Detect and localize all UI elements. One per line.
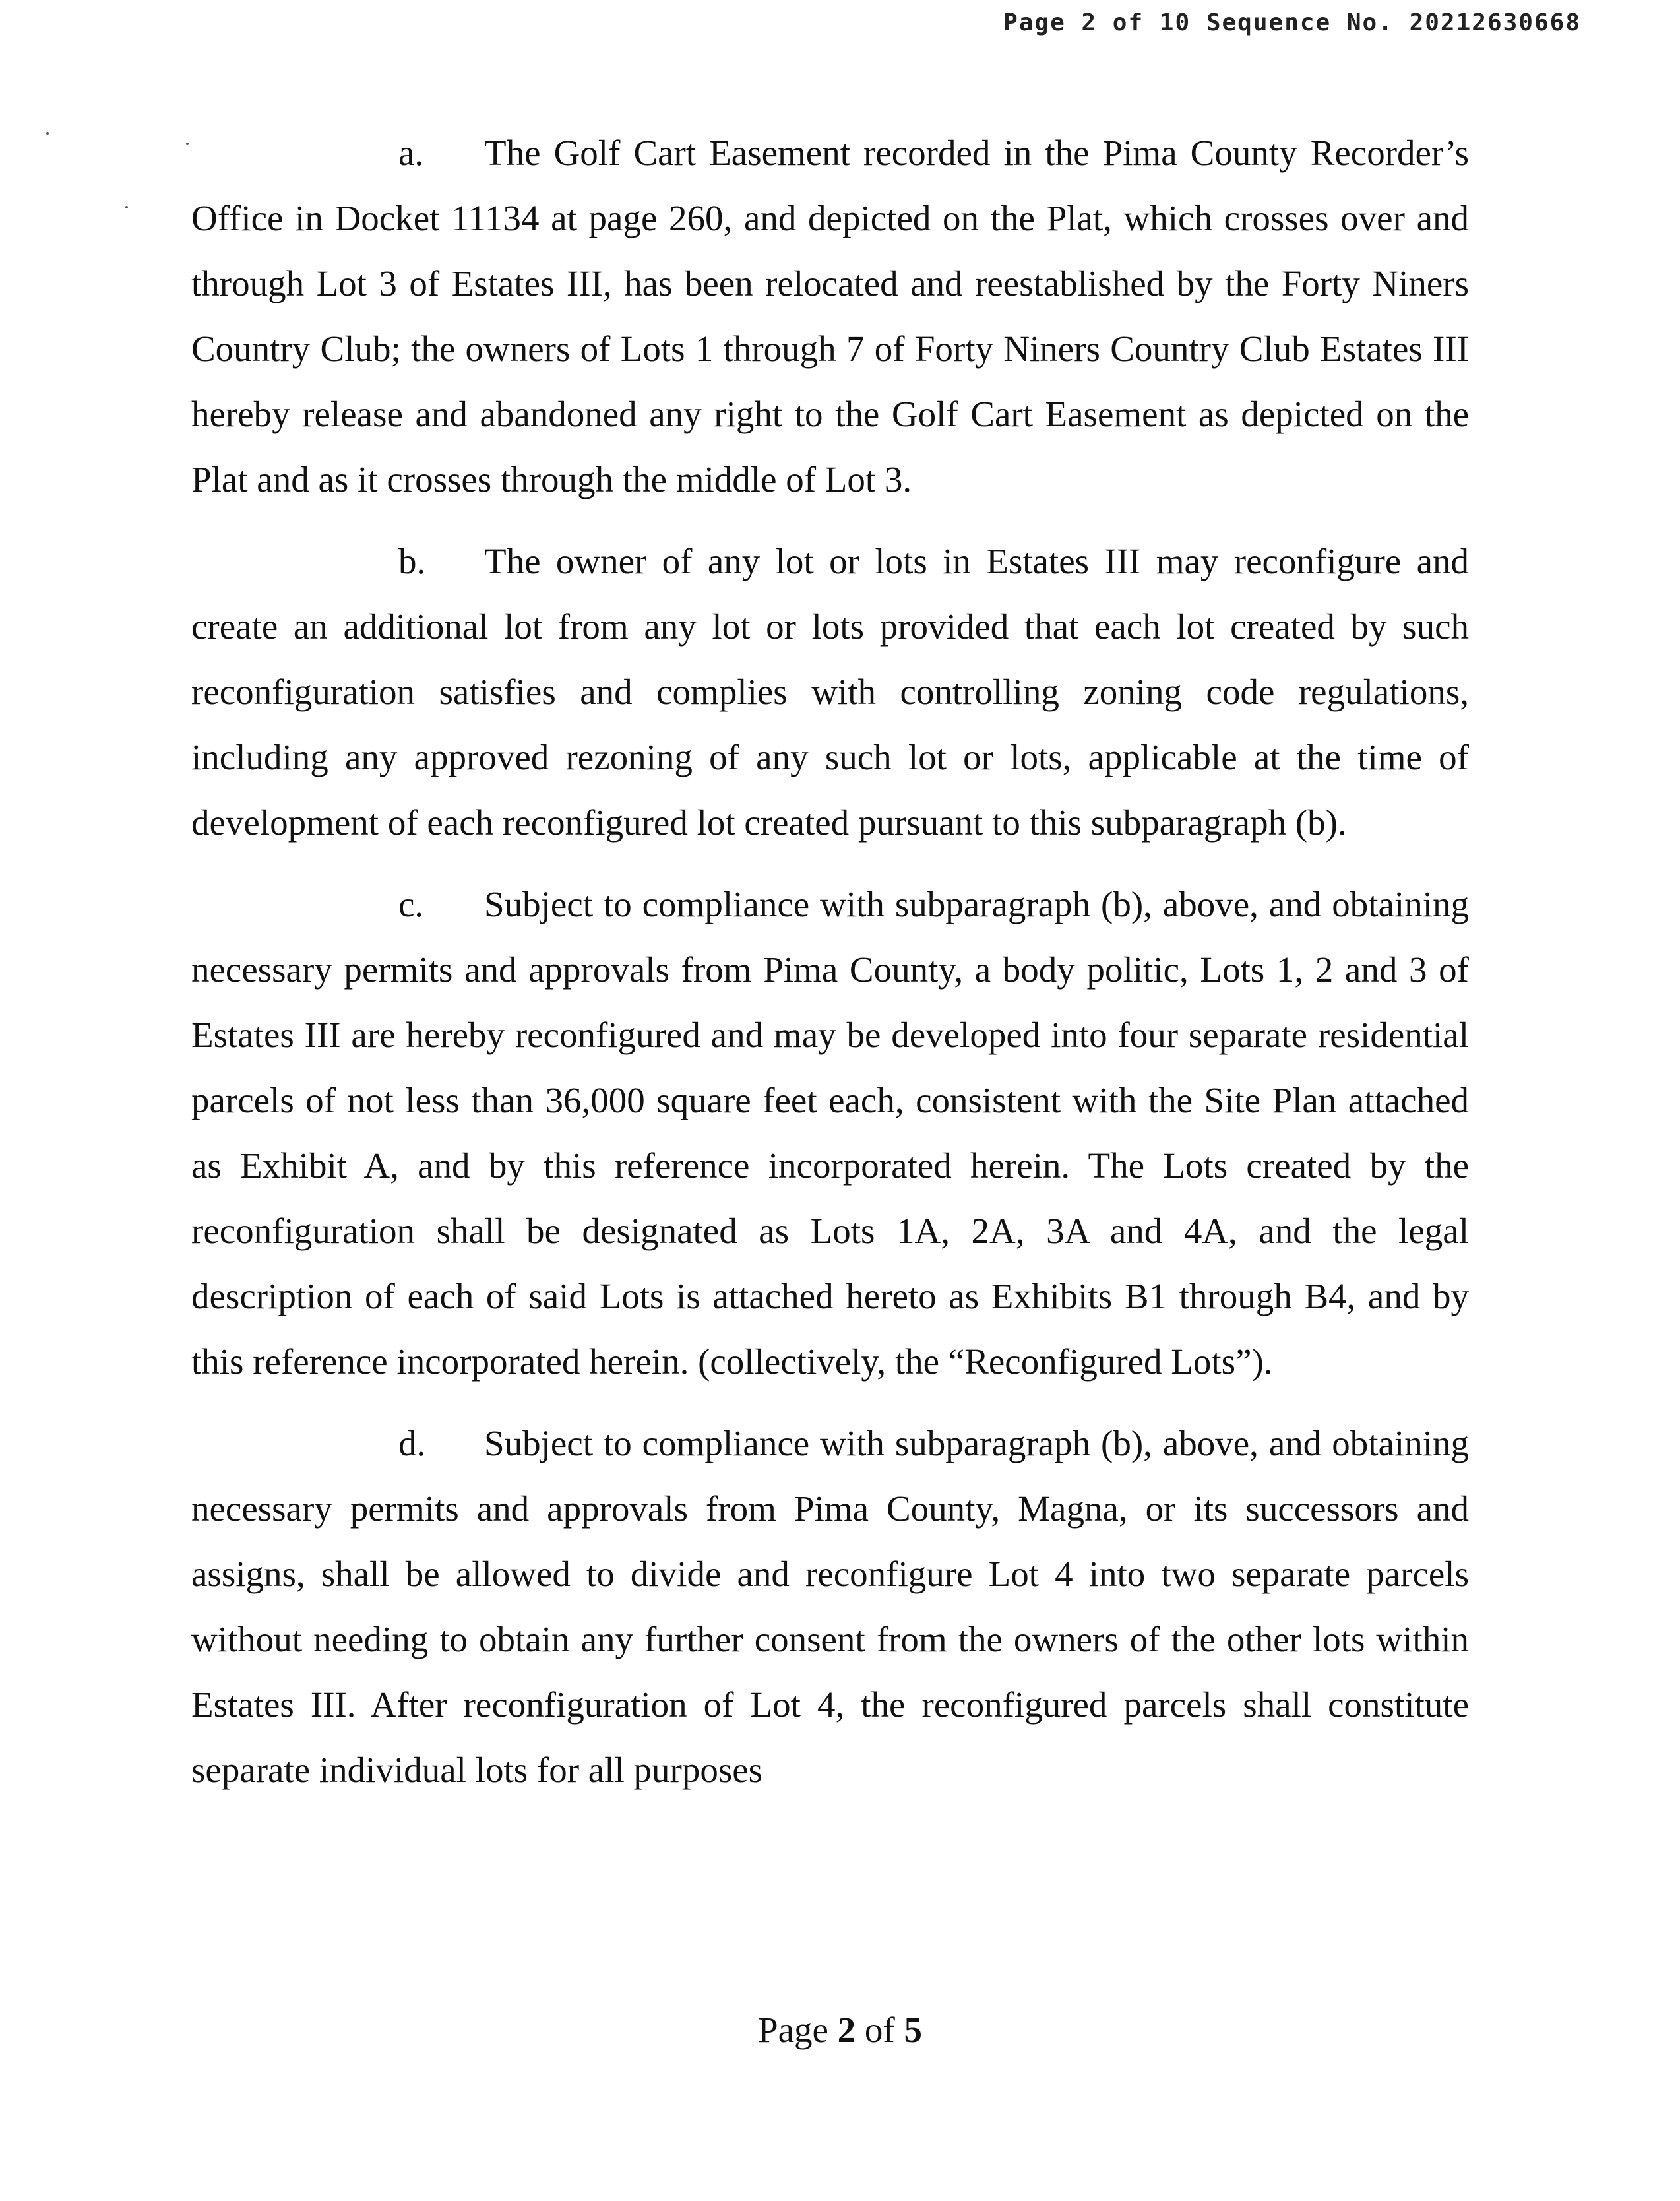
paragraph-c xyxy=(191,872,1469,1394)
paragraph-text: The Golf Cart Easement recorded in the Pima County Recorder’s Office in Docket 11134 at page 260, and depicted on the Plat, which crosses over and through Lot 3 of Estates III, has been relocated and reestablished by the Forty Niners Country Club; the owners of Lots 1 through 7 of Forty Niners Country Club Estates III hereby release and abandoned any right to the Golf Cart Easement as depicted on the Plat and as it crosses through the middle of Lot 3. xyxy=(191,133,1469,499)
paragraph-letter: a. xyxy=(398,133,424,173)
recording-sequence-header: Page 2 of 10 Sequence No. 20212630668 xyxy=(1003,9,1581,36)
paragraph-a xyxy=(191,120,1469,512)
paragraph-d xyxy=(191,1411,1469,1802)
scan-speck xyxy=(125,206,128,208)
paragraph-text: The owner of any lot or lots in Estates III may reconfigure and create an additional lot from any lot or lots provided that each lot created by such reconfiguration satisfies and complies with controlling zoning code regulations, including any approved rezoning of any such lot or lots, applicable at the time of development of each reconfigured lot created pursuant to this subparagraph (b). xyxy=(191,541,1469,843)
scan-speck xyxy=(46,132,49,135)
footer-total-pages: 5 xyxy=(904,2010,922,2050)
page-number-footer xyxy=(0,2009,1680,2051)
footer-prefix: Page xyxy=(758,2010,838,2050)
paragraph-letter: c. xyxy=(398,884,424,924)
document-body xyxy=(191,120,1469,1819)
footer-current-page: 2 xyxy=(837,2010,856,2050)
paragraph-letter: b. xyxy=(398,541,426,581)
paragraph-text: Subject to compliance with subparagraph (b), above, and obtaining necessary permits and approvals from Pima County, a body politic, Lots 1, 2 and 3 of Estates III are hereby reconfigured and may be developed into four separate residential parcels of not less than 36,000 square feet each, consistent with the Site Plan attached as Exhibit A, and by this reference incorporated herein. The Lots created by the reconfiguration shall be designated as Lots 1A, 2A, 3A and 4A, and the legal description of each of said Lots is attached hereto as Exhibits B1 through B4, and by this reference incorporated herein. (collectively, the “Reconfigured Lots”). xyxy=(191,884,1469,1382)
scan-speck xyxy=(186,143,189,145)
footer-of: of xyxy=(856,2010,904,2050)
paragraph-text: Subject to compliance with subparagraph (b), above, and obtaining necessary permits and approvals from Pima County, Magna, or its successors and assigns, shall be allowed to divide and reconfigure Lot 4 into two separate parcels without needing to obtain any further consent from the owners of the other lots within Estates III. After reconfiguration of Lot 4, the reconfigured parcels shall constitute separate individual lots for all purposes xyxy=(191,1423,1469,1790)
paragraph-b xyxy=(191,528,1469,855)
paragraph-letter: d. xyxy=(398,1423,426,1463)
